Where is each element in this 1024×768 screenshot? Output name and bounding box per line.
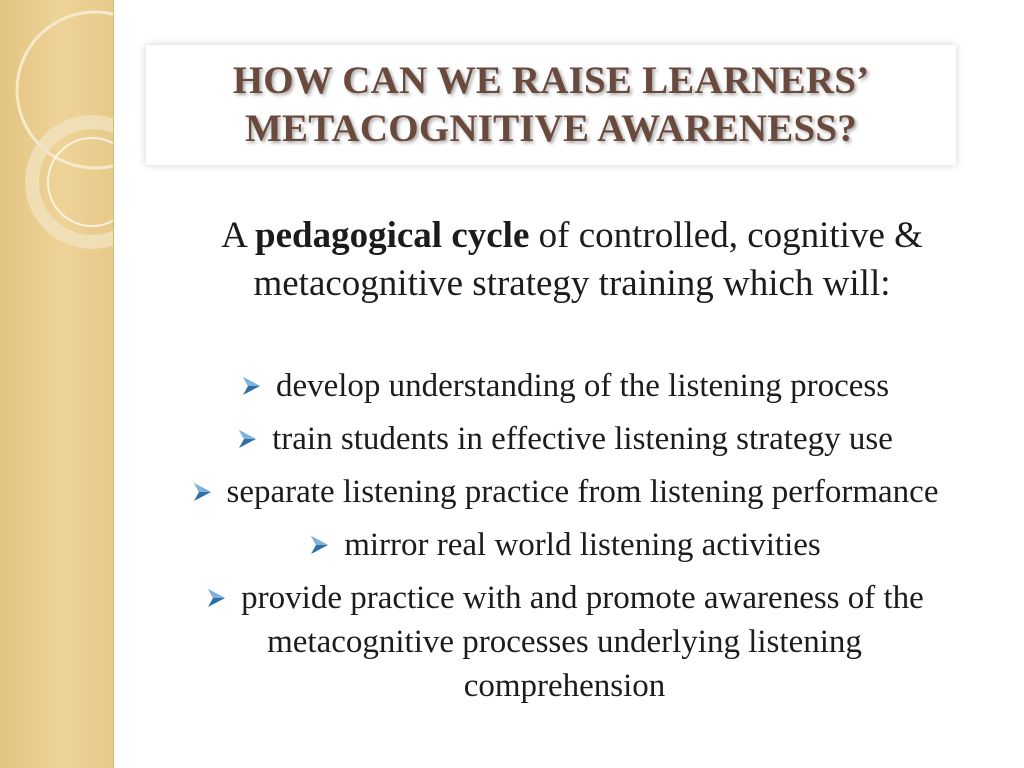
arrowhead-bullet-icon [191, 481, 213, 503]
decorative-circles [0, 0, 113, 768]
bullet-item [105, 417, 1024, 461]
arrowhead-bullet-icon [308, 534, 330, 556]
title-box [146, 45, 956, 165]
intro-line-1 [120, 212, 1024, 260]
intro-line-2: metacognitive strategy training which will: [253, 263, 891, 304]
bullet-list [105, 364, 1024, 717]
intro-paragraph [120, 212, 1024, 308]
intro-bold-term: pedagogical cycle [255, 215, 530, 256]
bullet-item [105, 576, 1024, 708]
slide-title-line-1: HOW CAN WE RAISE LEARNERS’ [232, 59, 870, 102]
bullet-item [105, 523, 1024, 567]
bullet-text-continuation: metacognitive processes underlying listening [267, 624, 862, 660]
intro-prefix: A [221, 215, 256, 256]
bullet-text: mirror real world listening activities [344, 527, 821, 563]
arrowhead-bullet-icon [236, 428, 258, 450]
arrowhead-bullet-icon [205, 587, 227, 609]
bullet-text-continuation: comprehension [463, 668, 666, 704]
intro-rest: of controlled, cognitive & [529, 215, 923, 256]
bullet-text: provide practice with and promote awareness of the [241, 580, 924, 616]
bullet-text: develop understanding of the listening process [275, 368, 890, 404]
bullet-item [105, 364, 1024, 408]
bullet-text: train students in effective listening strategy use [272, 421, 893, 457]
decorative-side-band [0, 0, 114, 768]
bullet-item [105, 470, 1024, 514]
arrowhead-bullet-icon [240, 375, 262, 397]
slide-title-line-2: METACOGNITIVE AWARENESS? [245, 107, 857, 150]
bullet-text: separate listening practice from listening performance [226, 474, 939, 510]
